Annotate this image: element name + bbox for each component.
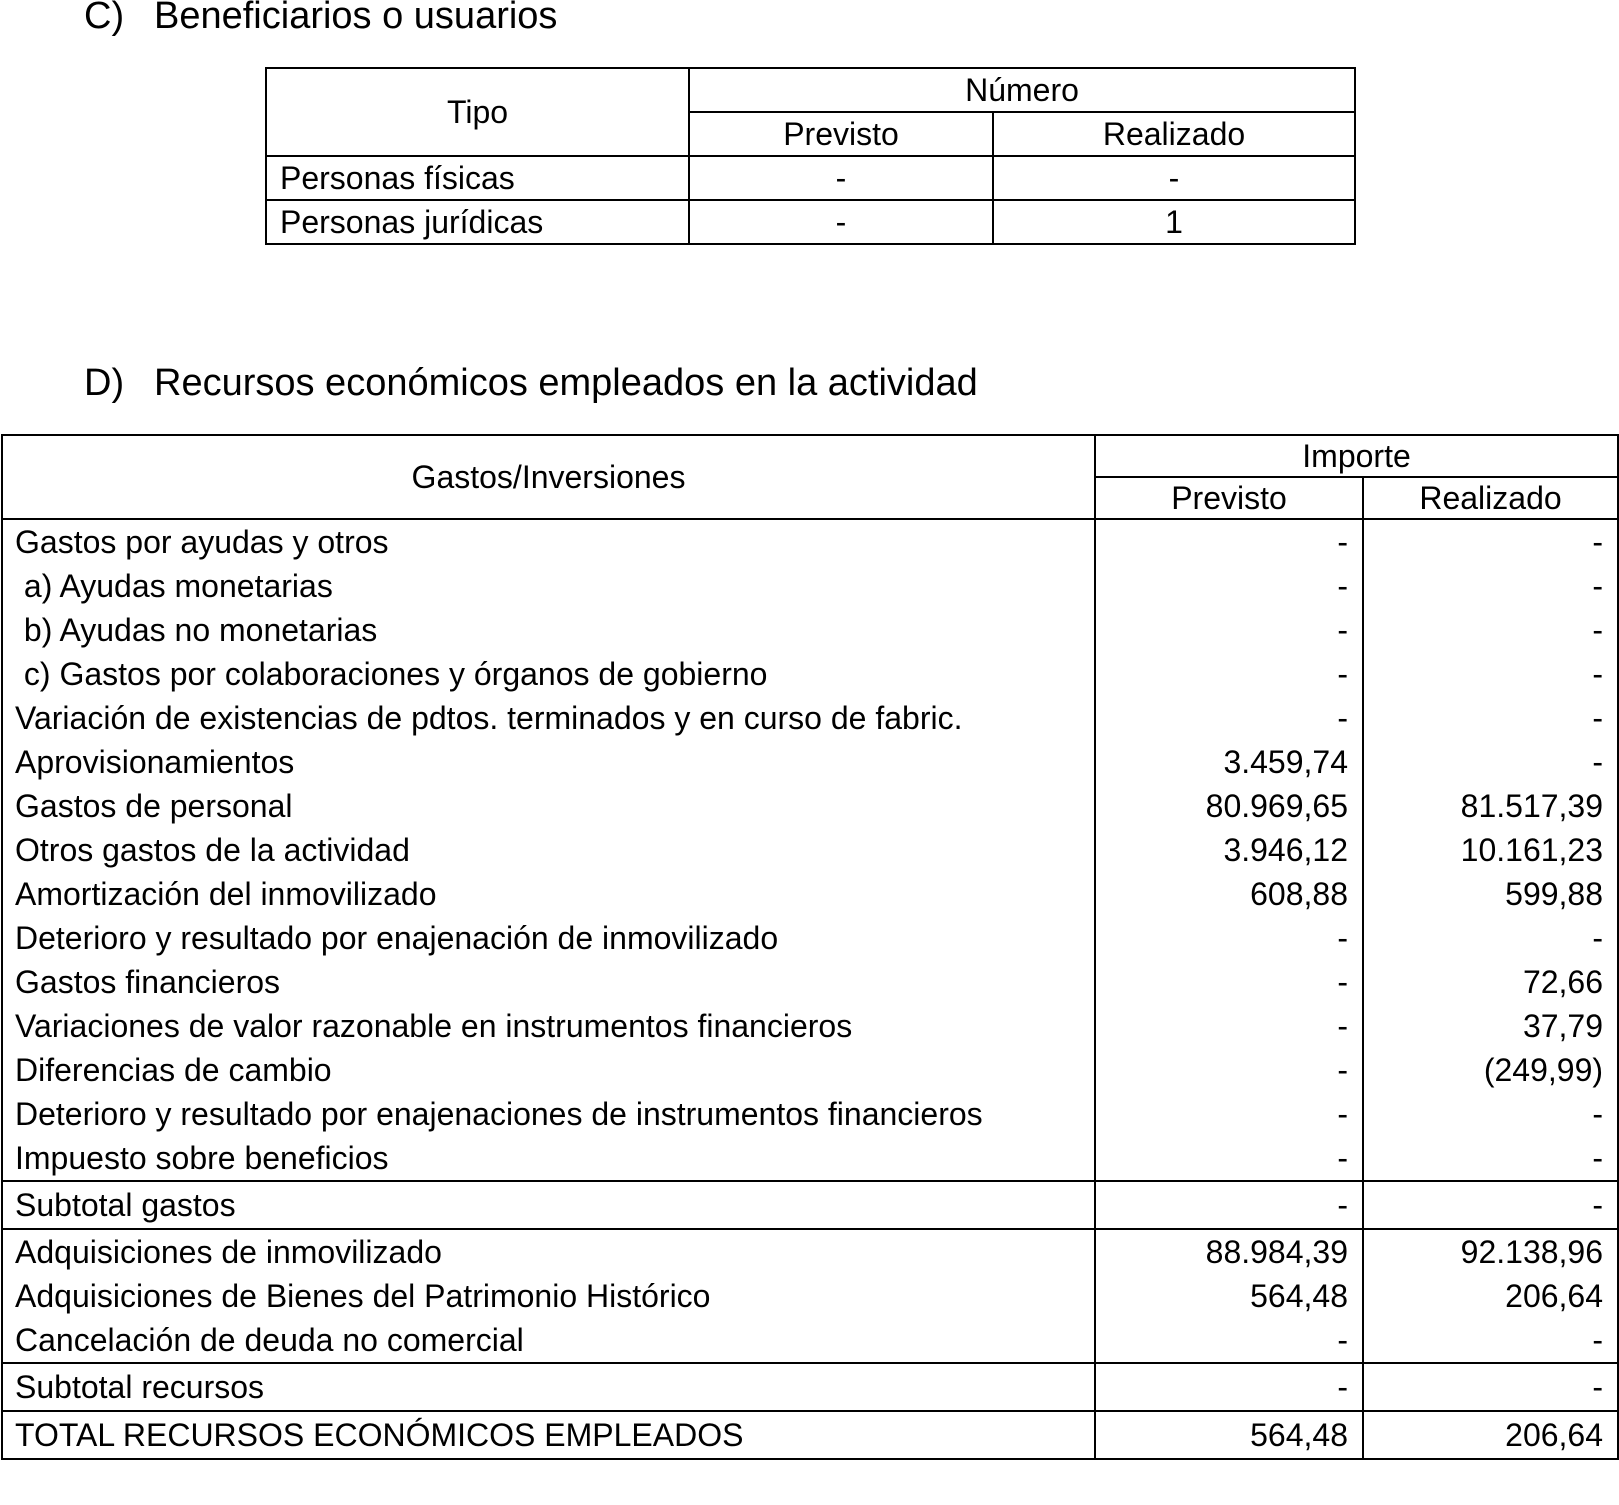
row-label: Subtotal gastos	[2, 1181, 1095, 1229]
row-realizado: -	[1363, 608, 1618, 652]
row-label: Gastos por ayudas y otros	[2, 519, 1095, 564]
row-realizado: -	[1363, 916, 1618, 960]
row-previsto: 608,88	[1095, 872, 1363, 916]
row-realizado: -	[1363, 1318, 1618, 1363]
row-realizado: 1	[993, 200, 1355, 244]
row-label: Subtotal recursos	[2, 1363, 1095, 1411]
row-label: TOTAL RECURSOS ECONÓMICOS EMPLEADOS	[2, 1411, 1095, 1459]
row-label: Amortización del inmovilizado	[2, 872, 1095, 916]
row-label: Impuesto sobre beneficios	[2, 1136, 1095, 1181]
section-d-title: Recursos económicos empleados en la actividad	[154, 362, 978, 404]
total-row	[2, 1411, 1618, 1459]
row-realizado: -	[1363, 696, 1618, 740]
row-realizado: -	[1363, 1136, 1618, 1181]
row-previsto: 564,48	[1095, 1411, 1363, 1459]
header-realizado: Realizado	[993, 112, 1355, 156]
row-realizado: 92.138,96	[1363, 1229, 1618, 1274]
row-previsto: -	[1095, 608, 1363, 652]
row-label: Deterioro y resultado por enajenación de inmovilizado	[2, 916, 1095, 960]
table-row	[2, 1004, 1618, 1048]
subtotal-gastos-row	[2, 1181, 1618, 1229]
row-label: Variación de existencias de pdtos. terminados y en curso de fabric.	[2, 696, 1095, 740]
row-realizado: 206,64	[1363, 1274, 1618, 1318]
row-previsto: -	[1095, 960, 1363, 1004]
row-label: Gastos financieros	[2, 960, 1095, 1004]
row-label: Deterioro y resultado por enajenaciones de instrumentos financieros	[2, 1092, 1095, 1136]
row-label: Variaciones de valor razonable en instrumentos financieros	[2, 1004, 1095, 1048]
row-label: Diferencias de cambio	[2, 1048, 1095, 1092]
header-realizado: Realizado	[1363, 477, 1618, 519]
header-previsto: Previsto	[689, 112, 993, 156]
row-previsto: -	[1095, 1004, 1363, 1048]
row-tipo: Personas físicas	[266, 156, 689, 200]
row-previsto: 88.984,39	[1095, 1229, 1363, 1274]
table-row	[2, 519, 1618, 564]
row-realizado: 599,88	[1363, 872, 1618, 916]
table-row	[2, 1092, 1618, 1136]
row-label: Adquisiciones de Bienes del Patrimonio Histórico	[2, 1274, 1095, 1318]
row-tipo: Personas jurídicas	[266, 200, 689, 244]
section-c-title: Beneficiarios o usuarios	[154, 0, 558, 37]
row-label: Otros gastos de la actividad	[2, 828, 1095, 872]
row-previsto: -	[1095, 1363, 1363, 1411]
row-previsto: -	[689, 200, 993, 244]
row-realizado: -	[1363, 652, 1618, 696]
row-realizado: -	[1363, 740, 1618, 784]
row-label: Cancelación de deuda no comercial	[2, 1318, 1095, 1363]
row-previsto: -	[1095, 519, 1363, 564]
section-c-letter: C)	[84, 0, 125, 37]
row-previsto: 3.459,74	[1095, 740, 1363, 784]
row-label: Aprovisionamientos	[2, 740, 1095, 784]
table-row	[2, 1048, 1618, 1092]
row-previsto: -	[1095, 1092, 1363, 1136]
beneficiarios-table	[265, 67, 1356, 245]
section-d-heading	[84, 363, 978, 403]
row-realizado: (249,99)	[1363, 1048, 1618, 1092]
row-previsto: -	[1095, 916, 1363, 960]
row-realizado: -	[1363, 1181, 1618, 1229]
table-row	[2, 1136, 1618, 1181]
table-row	[2, 1274, 1618, 1318]
table-row	[2, 828, 1618, 872]
row-realizado: 10.161,23	[1363, 828, 1618, 872]
row-realizado: -	[993, 156, 1355, 200]
header-previsto: Previsto	[1095, 477, 1363, 519]
table-row	[2, 872, 1618, 916]
row-realizado: 206,64	[1363, 1411, 1618, 1459]
row-label: c) Gastos por colaboraciones y órganos de gobierno	[2, 652, 1095, 696]
table-row	[2, 696, 1618, 740]
row-realizado: -	[1363, 1092, 1618, 1136]
row-realizado: -	[1363, 519, 1618, 564]
row-previsto: -	[1095, 564, 1363, 608]
table-row	[2, 960, 1618, 1004]
row-realizado: 72,66	[1363, 960, 1618, 1004]
row-previsto: -	[1095, 1048, 1363, 1092]
table-row	[2, 564, 1618, 608]
table-row	[266, 156, 1355, 200]
row-label: Gastos de personal	[2, 784, 1095, 828]
row-previsto: 3.946,12	[1095, 828, 1363, 872]
row-label: b) Ayudas no monetarias	[2, 608, 1095, 652]
row-realizado: 37,79	[1363, 1004, 1618, 1048]
recursos-table	[1, 434, 1619, 1460]
header-tipo: Tipo	[266, 68, 689, 156]
table-row	[266, 200, 1355, 244]
row-label: Adquisiciones de inmovilizado	[2, 1229, 1095, 1274]
section-d-letter: D)	[84, 362, 125, 404]
row-previsto: 564,48	[1095, 1274, 1363, 1318]
header-numero: Número	[689, 68, 1355, 112]
table-row	[2, 608, 1618, 652]
row-previsto: -	[1095, 696, 1363, 740]
row-previsto: 80.969,65	[1095, 784, 1363, 828]
header-importe: Importe	[1095, 435, 1618, 477]
row-realizado: 81.517,39	[1363, 784, 1618, 828]
row-previsto: -	[1095, 1136, 1363, 1181]
table-row	[2, 1318, 1618, 1363]
table-row	[2, 916, 1618, 960]
row-previsto: -	[1095, 1181, 1363, 1229]
row-previsto: -	[1095, 1318, 1363, 1363]
table-row	[2, 652, 1618, 696]
section-c-heading	[84, 0, 557, 36]
row-realizado: -	[1363, 1363, 1618, 1411]
row-label: a) Ayudas monetarias	[2, 564, 1095, 608]
table-row	[2, 784, 1618, 828]
subtotal-recursos-row	[2, 1363, 1618, 1411]
header-gastos-inversiones: Gastos/Inversiones	[2, 435, 1095, 519]
table-row	[2, 1229, 1618, 1274]
row-previsto: -	[689, 156, 993, 200]
table-row	[2, 740, 1618, 784]
row-realizado: -	[1363, 564, 1618, 608]
row-previsto: -	[1095, 652, 1363, 696]
